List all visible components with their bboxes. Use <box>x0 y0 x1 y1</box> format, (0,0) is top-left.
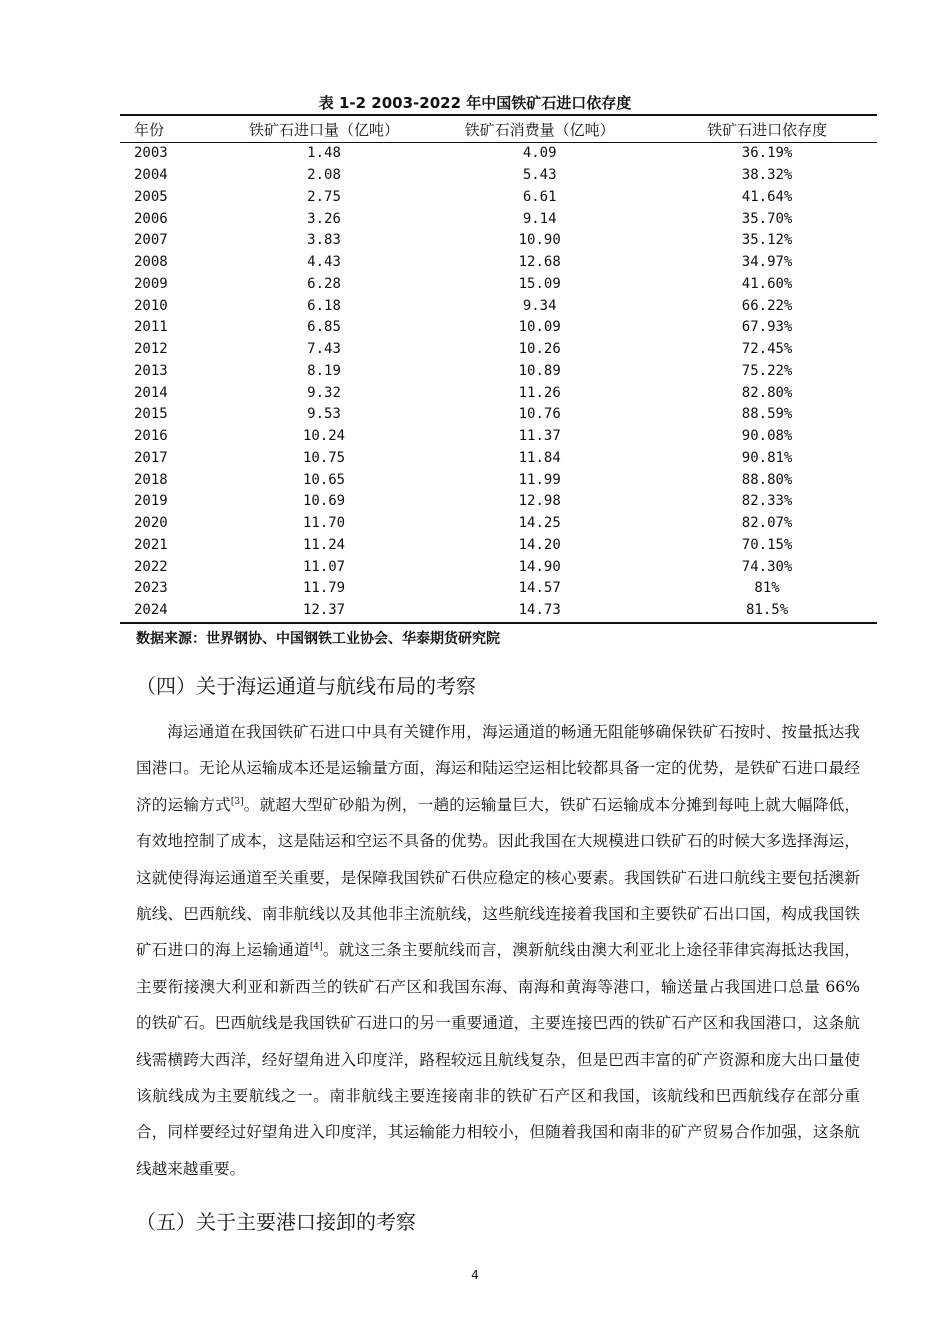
paragraph-text-1: 海运通道在我国铁矿石进口中具有关键作用，海运通道的畅通无阻能够确保铁矿石按时、按量抵达我国港口。无论从运输成本还是运输量方面，海运和陆运空运相比较都具备一定的优势，是铁矿石进口最经济的运输方式 <box>136 723 860 814</box>
body-paragraph <box>136 714 860 1187</box>
table-row <box>120 187 877 209</box>
header-import-volume: 铁矿石进口量（亿吨） <box>226 115 422 143</box>
table-row <box>120 361 877 383</box>
cell-import-volume: 12.37 <box>226 600 422 623</box>
cell-consumption: 14.20 <box>518 536 561 553</box>
cell-dependency: 81% <box>754 580 780 597</box>
table-body <box>120 143 877 623</box>
cell-consumption: 14.25 <box>518 515 561 532</box>
cell-import-volume: 10.65 <box>302 471 346 488</box>
cell-import-volume: 1.48 <box>307 145 341 162</box>
cell-consumption: 12.98 <box>518 493 561 510</box>
cell-dependency: 34.97% <box>741 254 793 271</box>
table-row <box>120 578 877 600</box>
cell-import-volume: 7.43 <box>307 341 341 358</box>
cell-dependency: 82.33% <box>741 493 793 510</box>
cell-dependency: 81.5% <box>657 600 877 623</box>
data-source-note: 数据来源：世界钢协、中国钢铁工业协会、华泰期货研究院 <box>136 631 500 647</box>
table-row <box>120 295 877 317</box>
cell-import-volume: 6.85 <box>307 319 341 336</box>
cell-import-volume: 9.53 <box>307 406 341 423</box>
cell-dependency: 70.15% <box>741 536 793 553</box>
cell-year: 2008 <box>134 254 168 271</box>
table-row <box>120 469 877 491</box>
cell-import-volume: 2.75 <box>307 188 341 205</box>
cell-year: 2007 <box>134 232 168 249</box>
header-consumption: 铁矿石消费量（亿吨） <box>422 115 657 143</box>
cell-consumption: 5.43 <box>522 167 557 184</box>
cell-dependency: 82.80% <box>741 384 793 401</box>
section-heading-5: （五）关于主要港口接卸的考察 <box>136 1210 416 1234</box>
cell-consumption: 11.26 <box>518 384 561 401</box>
cell-consumption: 10.90 <box>518 232 561 249</box>
cell-consumption: 11.37 <box>518 428 561 445</box>
cell-year: 2012 <box>134 341 168 358</box>
cell-import-volume: 10.75 <box>302 449 346 466</box>
table-row <box>120 165 877 187</box>
cell-consumption: 10.76 <box>518 406 561 423</box>
cell-dependency: 35.12% <box>741 232 793 249</box>
cell-dependency: 82.07% <box>741 515 793 532</box>
cell-consumption: 10.89 <box>518 362 561 379</box>
cell-consumption: 14.73 <box>422 600 657 623</box>
cell-consumption: 9.14 <box>522 210 557 227</box>
cell-import-volume: 2.08 <box>307 167 341 184</box>
cell-dependency: 38.32% <box>741 167 793 184</box>
cell-import-volume: 3.83 <box>307 232 341 249</box>
cell-year: 2017 <box>134 449 168 466</box>
header-year: 年份 <box>120 115 226 143</box>
cell-dependency: 74.30% <box>741 558 793 575</box>
cell-dependency: 75.22% <box>741 362 793 379</box>
cell-year: 2019 <box>134 493 168 510</box>
table-row <box>120 556 877 578</box>
cell-dependency: 90.08% <box>741 428 793 445</box>
cell-consumption: 10.09 <box>518 319 561 336</box>
table-row <box>120 274 877 296</box>
cell-year: 2003 <box>134 145 168 162</box>
cell-import-volume: 11.07 <box>302 558 346 575</box>
cell-dependency: 67.93% <box>741 319 793 336</box>
cell-dependency: 41.64% <box>741 188 793 205</box>
cell-dependency: 72.45% <box>741 341 793 358</box>
cell-year: 2006 <box>134 210 168 227</box>
cell-year: 2020 <box>134 515 168 532</box>
table-row <box>120 208 877 230</box>
table-row <box>120 448 877 470</box>
cell-consumption: 12.68 <box>518 254 561 271</box>
page-number: 4 <box>471 1268 479 1282</box>
cell-dependency: 41.60% <box>741 275 793 292</box>
cell-consumption: 11.99 <box>518 471 561 488</box>
cell-import-volume: 10.69 <box>302 493 346 510</box>
cell-consumption: 14.57 <box>518 580 561 597</box>
table-row <box>120 426 877 448</box>
table-row <box>120 339 877 361</box>
cell-import-volume: 11.70 <box>302 515 346 532</box>
cell-consumption: 14.90 <box>518 558 561 575</box>
cell-dependency: 88.80% <box>741 471 793 488</box>
cell-import-volume: 11.79 <box>302 580 346 597</box>
cell-consumption: 6.61 <box>522 188 557 205</box>
cell-import-volume: 10.24 <box>302 428 346 445</box>
section-heading-4: （四）关于海运通道与航线布局的考察 <box>136 674 476 698</box>
cell-consumption: 4.09 <box>522 145 557 162</box>
cell-year: 2021 <box>134 536 168 553</box>
table-row <box>120 404 877 426</box>
table-row <box>120 143 877 165</box>
cell-year: 2009 <box>134 275 168 292</box>
table-header-row <box>120 115 877 143</box>
cell-year: 2011 <box>134 319 168 336</box>
cell-year: 2004 <box>134 167 168 184</box>
cell-year: 2022 <box>134 558 168 575</box>
cell-import-volume: 4.43 <box>307 254 341 271</box>
cell-year: 2023 <box>134 580 168 597</box>
cell-consumption: 10.26 <box>518 341 561 358</box>
cell-dependency: 66.22% <box>741 297 793 314</box>
cell-consumption: 9.34 <box>522 297 557 314</box>
header-dependency: 铁矿石进口依存度 <box>657 115 877 143</box>
cell-year: 2015 <box>134 406 168 423</box>
citation-4: [4] <box>309 942 323 953</box>
table-caption: 表 1-2 2003-2022 年中国铁矿石进口依存度 <box>318 94 632 112</box>
citation-3: [3] <box>230 796 244 807</box>
table-row <box>120 382 877 404</box>
table-row <box>120 535 877 557</box>
cell-import-volume: 11.24 <box>302 536 346 553</box>
cell-year: 2005 <box>134 188 168 205</box>
cell-year: 2016 <box>134 428 168 445</box>
cell-import-volume: 9.32 <box>307 384 341 401</box>
cell-import-volume: 6.18 <box>307 297 341 314</box>
cell-year: 2024 <box>120 600 226 623</box>
table-row <box>120 600 877 623</box>
cell-year: 2010 <box>134 297 168 314</box>
cell-year: 2018 <box>134 471 168 488</box>
cell-consumption: 15.09 <box>518 275 561 292</box>
import-dependency-table <box>120 114 877 624</box>
table-row <box>120 491 877 513</box>
cell-year: 2014 <box>134 384 168 401</box>
cell-dependency: 36.19% <box>741 145 793 162</box>
paragraph-text-2: 。就超大型矿砂船为例，一趟的运输量巨大，铁矿石运输成本分摊到每吨上就大幅降低，有效地控制了成本，这是陆运和空运不具备的优势。因此我国在大规模进口铁矿石的时候大多选择海运，这就使得海运通道至关重要，是保障我国铁矿石供应稳定的核心要素。我国铁矿石进口航线主要包括澳新航线、巴西航线、南非航线以及其他非主流航线，这些航线连接着我国和主要铁矿石出口国，构成我国铁矿石进口的海上运输通道 <box>136 795 860 960</box>
cell-dependency: 88.59% <box>741 406 793 423</box>
cell-import-volume: 3.26 <box>307 210 341 227</box>
cell-dependency: 35.70% <box>741 210 793 227</box>
cell-year: 2013 <box>134 362 168 379</box>
table-row <box>120 230 877 252</box>
table-row <box>120 252 877 274</box>
table-row <box>120 513 877 535</box>
table-row <box>120 317 877 339</box>
cell-dependency: 90.81% <box>741 449 793 466</box>
cell-import-volume: 6.28 <box>307 275 341 292</box>
cell-import-volume: 8.19 <box>307 362 341 379</box>
paragraph-text-3: 。就这三条主要航线而言，澳新航线由澳大利亚北上途径菲律宾海抵达我国，主要衔接澳大利亚和新西兰的铁矿石产区和我国东海、南海和黄海等港口，输送量占我国进口总量 66%的铁矿石。巴西航线是我国铁矿石进口的另一重要通道，主要连接巴西的铁矿石产区和我国港口，这条航线需横跨大西洋，经好望角进入印度洋，路程较远且航线复杂，但是巴西丰富的矿产资源和庞大出口量使该航线成为主要航线之一。南非航线主要连接南非的铁矿石产区和我国，该航线和巴西航线存在部分重合，同样要经过好望角进入印度洋，其运输能力相较小，但随着我国和南非的矿产贸易合作加强，这条航线越来越重要。 <box>136 941 860 1178</box>
cell-consumption: 11.84 <box>518 449 561 466</box>
